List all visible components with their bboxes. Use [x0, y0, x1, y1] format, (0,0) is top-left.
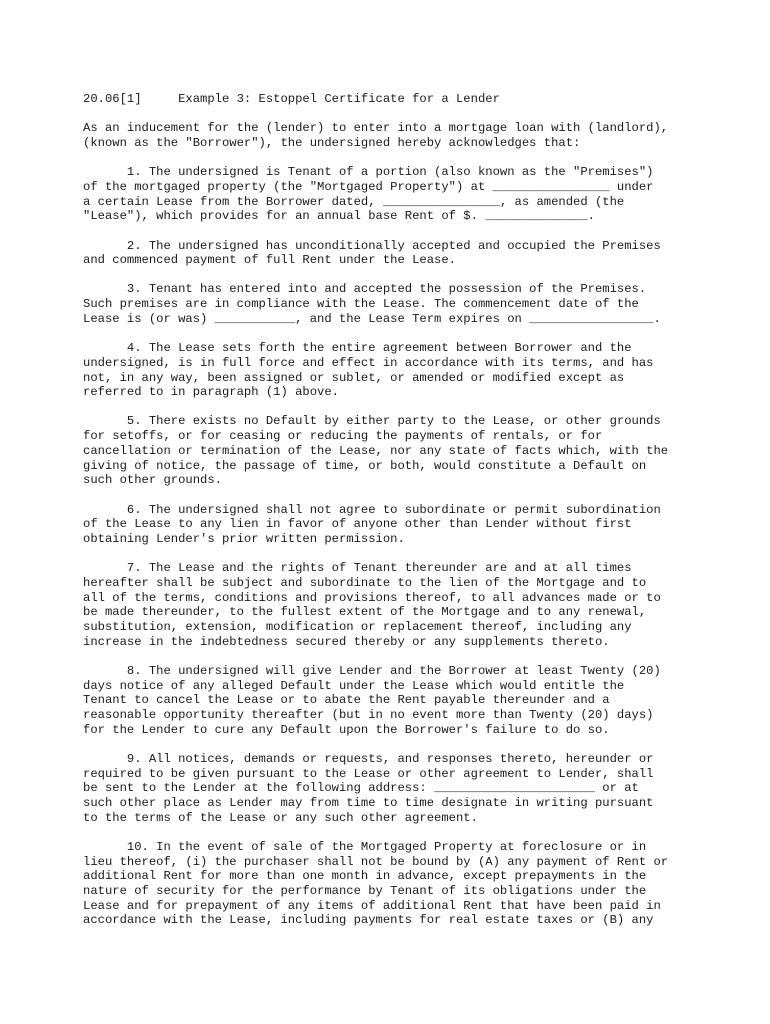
paragraph-9 — [83, 752, 693, 825]
text-line: Such premises are in compliance with the Lease. The commencement date of the — [83, 297, 639, 312]
text-line: 4. The Lease sets forth the entire agreement between Borrower and the — [83, 341, 632, 356]
text-line: such other place as Lender may from time to time designate in writing pursuant — [83, 795, 654, 810]
text-line: Lease and for prepayment of any items of additional Rent that have been paid in — [83, 898, 661, 913]
text-line: to the terms of the Lease or any such other agreement. — [83, 810, 478, 825]
paragraph-1 — [83, 165, 693, 224]
text-line: increase in the indebtedness secured thereby or any supplements thereto. — [83, 634, 610, 649]
text-line: of the mortgaged property (the "Mortgaged Property") at ________________ under — [83, 179, 654, 194]
text-line: all of the terms, conditions and provisions thereof, to all advances made or to — [83, 590, 661, 605]
heading-spacer — [83, 107, 693, 122]
text-line: additional Rent for more than one month in advance, except prepayments in the — [83, 869, 647, 884]
text-line: 7. The Lease and the rights of Tenant thereunder are and at all times — [83, 561, 632, 576]
text-line: of the Lease to any lien in favor of anyone other than Lender without first — [83, 517, 632, 532]
paragraph-7 — [83, 561, 693, 649]
text-line: be sent to the Lender at the following address: ______________________ or at — [83, 781, 639, 796]
text-line: Tenant to cancel the Lease or to abate the Rent payable thereunder and a — [83, 693, 610, 708]
paragraph-0 — [83, 121, 693, 150]
text-line: hereafter shall be subject and subordinate to the lien of the Mortgage and to — [83, 575, 647, 590]
text-line: obtaining Lender's prior written permission. — [83, 531, 405, 546]
paragraph-3 — [83, 282, 693, 326]
document-body — [83, 121, 693, 928]
paragraph-6 — [83, 503, 693, 547]
text-line: lieu thereof, (i) the purchaser shall not be bound by (A) any payment of Rent or — [83, 854, 669, 869]
text-line: 9. All notices, demands or requests, and responses thereto, hereunder or — [83, 751, 654, 766]
text-line: for setoffs, or for ceasing or reducing the payments of rentals, or for — [83, 429, 603, 444]
text-line: days notice of any alleged Default under the Lease which would entitle the — [83, 678, 625, 693]
document-page — [83, 92, 693, 928]
text-line: 10. In the event of sale of the Mortgaged Property at foreclosure or in — [83, 839, 647, 854]
text-line: giving of notice, the passage of time, or both, would constitute a Default on — [83, 458, 647, 473]
text-line: substitution, extension, modification or replacement thereof, including any — [83, 619, 632, 634]
paragraph-4 — [83, 341, 693, 400]
text-line: accordance with the Lease, including payments for real estate taxes or (B) any — [83, 913, 654, 928]
text-line: "Lease"), which provides for an annual base Rent of $. ______________. — [83, 209, 595, 224]
text-line: a certain Lease from the Borrower dated, ________________, as amended (the — [83, 194, 625, 209]
document-heading: 20.06[1] Example 3: Estoppel Certificate for a Lender — [83, 92, 500, 106]
text-line: required to be given pursuant to the Lease or other agreement to Lender, shall — [83, 766, 654, 781]
text-line: reasonable opportunity thereafter (but in no event more than Twenty (20) days) — [83, 707, 654, 722]
text-line: for the Lender to cure any Default upon the Borrower's failure to do so. — [83, 722, 610, 737]
text-line: cancellation or termination of the Lease, nor any state of facts which, with the — [83, 443, 669, 458]
text-line: 5. There exists no Default by either party to the Lease, or other grounds — [83, 414, 661, 429]
text-line: be made thereunder, to the fullest extent of the Mortgage and to any renewal, — [83, 605, 647, 620]
text-line: 2. The undersigned has unconditionally accepted and occupied the Premises — [83, 238, 661, 253]
text-line: As an inducement for the (lender) to enter into a mortgage loan with (landlord), — [83, 121, 669, 136]
paragraph-5 — [83, 414, 693, 487]
text-line: 1. The undersigned is Tenant of a portion (also known as the "Premises") — [83, 165, 654, 180]
text-line: such other grounds. — [83, 473, 222, 488]
text-line: 3. Tenant has entered into and accepted the possession of the Premises. — [83, 282, 647, 297]
text-line: 8. The undersigned will give Lender and the Borrower at least Twenty (20) — [83, 663, 661, 678]
paragraph-8 — [83, 664, 693, 737]
text-line: and commenced payment of full Rent under the Lease. — [83, 253, 456, 268]
paragraph-10 — [83, 840, 693, 928]
paragraph-2 — [83, 239, 693, 268]
text-line: 6. The undersigned shall not agree to subordinate or permit subordination — [83, 502, 661, 517]
text-line: (known as the "Borrower"), the undersigned hereby acknowledges that: — [83, 135, 581, 150]
text-line: undersigned, is in full force and effect in accordance with its terms, and has — [83, 355, 654, 370]
text-line: referred to in paragraph (1) above. — [83, 385, 339, 400]
text-line: not, in any way, been assigned or sublet, or amended or modified except as — [83, 370, 625, 385]
text-line: nature of security for the performance by Tenant of its obligations under the — [83, 884, 647, 898]
text-line: Lease is (or was) ___________, and the Lease Term expires on _________________. — [83, 311, 661, 326]
